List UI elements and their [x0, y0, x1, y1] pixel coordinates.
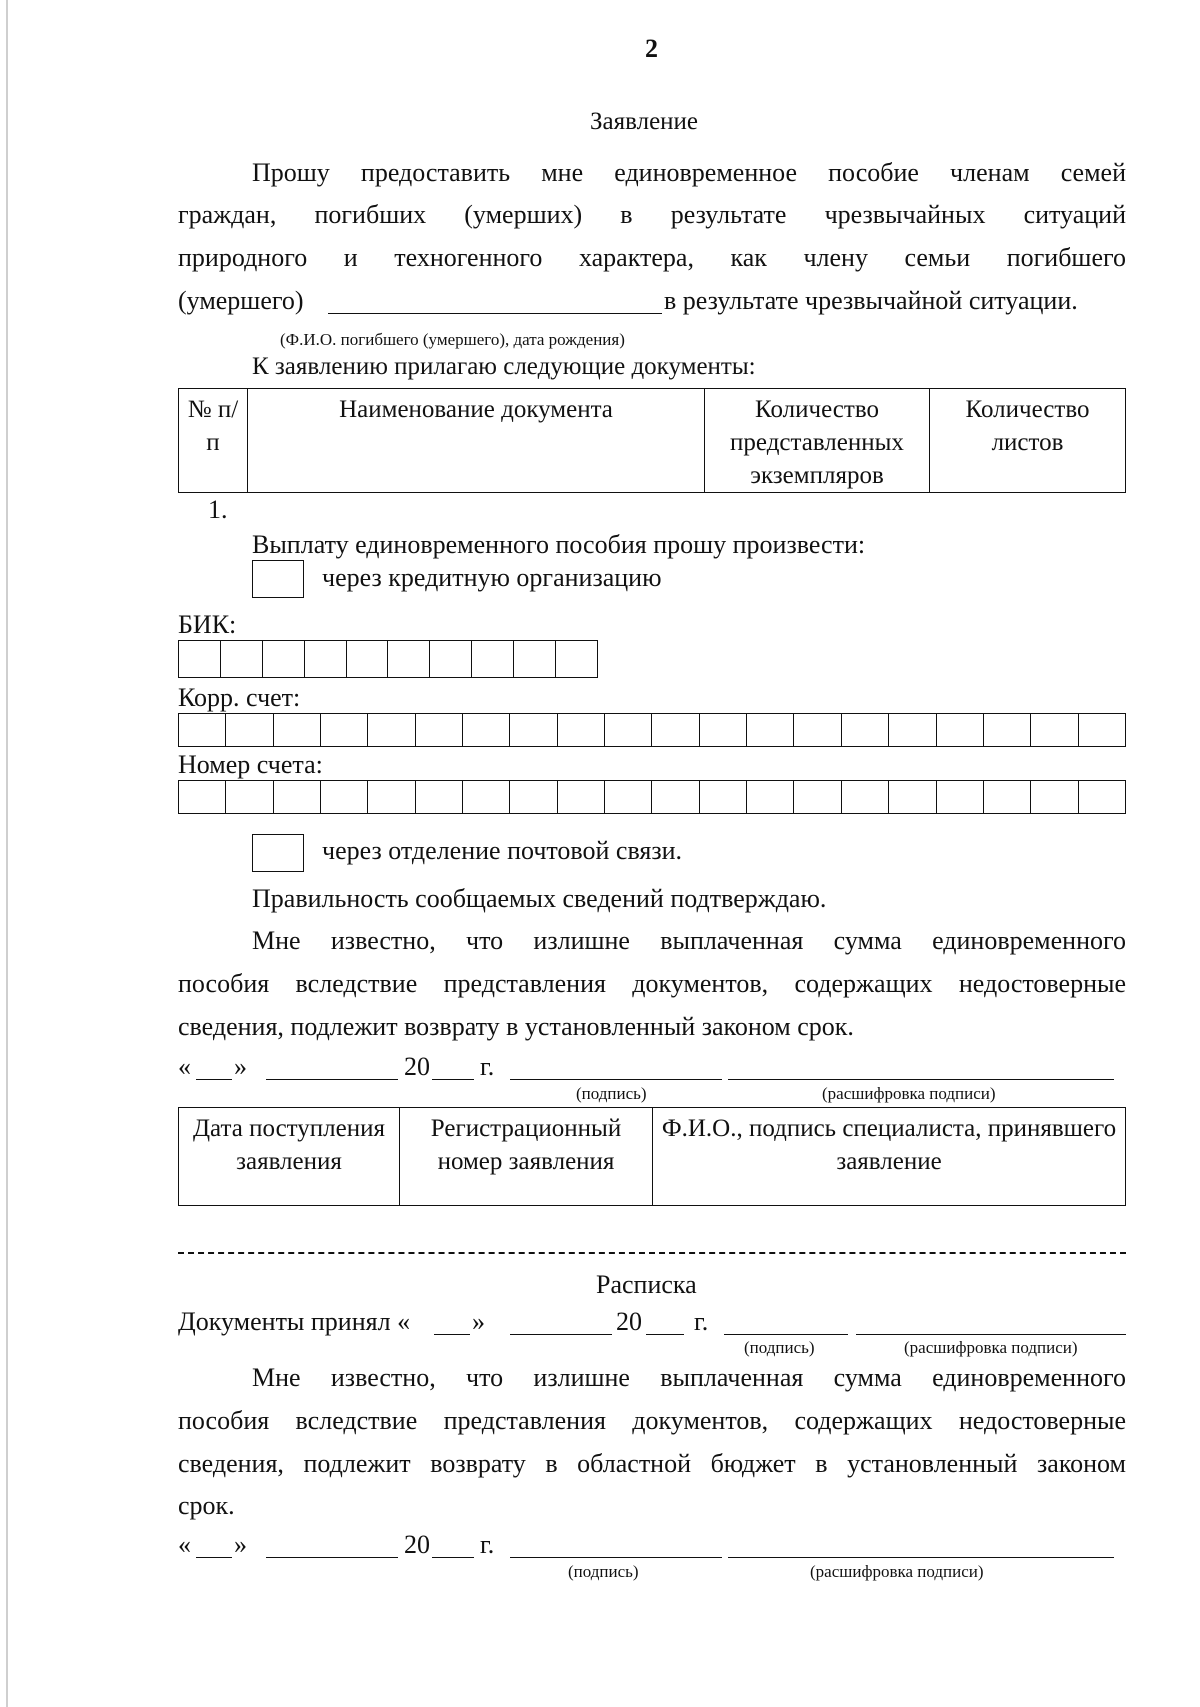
deceased-name-field[interactable]: [328, 313, 662, 314]
sign1-quote-close: »: [234, 1052, 247, 1081]
bik-cell[interactable]: [304, 641, 346, 678]
receipt-quote-close: »: [472, 1307, 485, 1336]
account-cell[interactable]: [557, 781, 604, 814]
bank-option-label: через кредитную организацию: [322, 563, 662, 592]
notice1-line-1: Мне известно, что излишне выплаченная сумма единовременного: [252, 926, 1126, 955]
receipt-decode-field[interactable]: [856, 1334, 1126, 1335]
account-cell[interactable]: [415, 781, 462, 814]
corr-cell[interactable]: [983, 714, 1030, 747]
account-cell[interactable]: [321, 781, 368, 814]
notice2-line-3: сведения, подлежит возврату в областной бюджет в установленный законом: [178, 1449, 1126, 1478]
bik-label: БИК:: [178, 610, 237, 639]
intro-line-4-prefix: (умершего): [178, 286, 304, 315]
account-cell[interactable]: [652, 781, 699, 814]
page-edge: [6, 0, 8, 1707]
receipt-accepted-prefix: Документы принял «: [178, 1307, 411, 1336]
corr-cell[interactable]: [273, 714, 320, 747]
account-number-grid[interactable]: [178, 780, 1126, 814]
receipt-signature-hint: (подпись): [744, 1338, 815, 1357]
account-cell[interactable]: [983, 781, 1030, 814]
corr-cell[interactable]: [557, 714, 604, 747]
sign1-month-field[interactable]: [266, 1079, 398, 1080]
corr-account-grid[interactable]: [178, 713, 1126, 747]
sign2-quote-open: «: [178, 1530, 191, 1559]
cut-line: [178, 1252, 1126, 1254]
corr-cell[interactable]: [699, 714, 746, 747]
reg-specialist-header: Ф.И.О., подпись специалиста, принявшего заявление: [653, 1108, 1126, 1206]
sign2-decode-field[interactable]: [728, 1557, 1114, 1558]
corr-cell[interactable]: [652, 714, 699, 747]
account-cell[interactable]: [699, 781, 746, 814]
corr-cell[interactable]: [889, 714, 936, 747]
account-cell[interactable]: [794, 781, 841, 814]
sign1-day-field[interactable]: [196, 1079, 232, 1080]
corr-cell[interactable]: [794, 714, 841, 747]
documents-table: [178, 388, 1126, 493]
post-option-checkbox[interactable]: [252, 834, 304, 872]
corr-cell[interactable]: [936, 714, 983, 747]
receipt-year-suffix: г.: [694, 1307, 709, 1336]
corr-cell[interactable]: [1078, 714, 1125, 747]
sign1-signature-field[interactable]: [510, 1079, 722, 1080]
sign1-quote-open: «: [178, 1052, 191, 1081]
account-cell[interactable]: [747, 781, 794, 814]
receipt-title: Расписка: [596, 1270, 697, 1299]
account-cell[interactable]: [463, 781, 510, 814]
corr-cell[interactable]: [463, 714, 510, 747]
intro-line-2: граждан, погибших (умерших) в результате чрезвычайных ситуаций: [178, 200, 1126, 229]
col-doc-name-header: Наименование документа: [248, 389, 705, 493]
corr-account-label: Корр. счет:: [178, 683, 301, 712]
bik-cell[interactable]: [262, 641, 304, 678]
receipt-year-field[interactable]: [646, 1334, 684, 1335]
reg-date-header: Дата поступления заявления: [179, 1108, 400, 1206]
sign2-day-field[interactable]: [196, 1557, 232, 1558]
corr-cell[interactable]: [415, 714, 462, 747]
receipt-year-prefix: 20: [616, 1307, 642, 1336]
fio-hint: (Ф.И.О. погибшего (умершего), дата рождения): [280, 330, 625, 349]
col-sheets-header: Количество листов: [930, 389, 1126, 493]
notice1-line-3: сведения, подлежит возврату в установленный законом срок.: [178, 1012, 854, 1041]
account-cell[interactable]: [841, 781, 888, 814]
account-cell[interactable]: [510, 781, 557, 814]
sign2-decode-hint: (расшифровка подписи): [810, 1562, 984, 1581]
sign2-year-field[interactable]: [432, 1557, 474, 1558]
sign2-quote-close: »: [234, 1530, 247, 1559]
account-cell[interactable]: [368, 781, 415, 814]
corr-cell[interactable]: [605, 714, 652, 747]
corr-cell[interactable]: [368, 714, 415, 747]
payment-label: Выплату единовременного пособия прошу произвести:: [252, 530, 866, 559]
account-cell[interactable]: [1031, 781, 1078, 814]
sign1-decode-field[interactable]: [728, 1079, 1114, 1080]
account-cell[interactable]: [1078, 781, 1125, 814]
bik-cell[interactable]: [430, 641, 472, 678]
corr-cell[interactable]: [226, 714, 273, 747]
sign2-signature-hint: (подпись): [568, 1562, 639, 1581]
receipt-signature-field[interactable]: [724, 1334, 848, 1335]
sign2-year-suffix: г.: [480, 1530, 495, 1559]
registration-table: [178, 1107, 1126, 1206]
sign1-year-suffix: г.: [480, 1052, 495, 1081]
account-cell[interactable]: [273, 781, 320, 814]
intro-line-4-suffix: в результате чрезвычайной ситуации.: [664, 286, 1078, 315]
corr-cell[interactable]: [841, 714, 888, 747]
intro-line-1: Прошу предоставить мне единовременное пособие членам семей: [252, 158, 1126, 187]
corr-cell[interactable]: [321, 714, 368, 747]
notice2-line-4: срок.: [178, 1491, 235, 1520]
account-number-label: Номер счета:: [178, 750, 323, 779]
sign1-year-field[interactable]: [432, 1079, 474, 1080]
notice2-line-1: Мне известно, что излишне выплаченная сумма единовременного: [252, 1363, 1126, 1392]
notice1-line-2: пособия вследствие представления документов, содержащих недостоверные: [178, 969, 1126, 998]
bik-cell[interactable]: [346, 641, 388, 678]
reg-number-header: Регистрационный номер заявления: [400, 1108, 653, 1206]
notice2-line-2: пособия вследствие представления документов, содержащих недостоверные: [178, 1406, 1126, 1435]
attach-label: К заявлению прилагаю следующие документы:: [252, 353, 756, 380]
bik-cell[interactable]: [472, 641, 514, 678]
sign2-signature-field[interactable]: [510, 1557, 722, 1558]
bik-grid[interactable]: [178, 640, 598, 678]
bik-cell[interactable]: [220, 641, 262, 678]
col-copies-header: Количество представленных экземпляров: [705, 389, 930, 493]
account-cell[interactable]: [179, 781, 226, 814]
sign1-decode-hint: (расшифровка подписи): [822, 1084, 996, 1103]
intro-line-3: природного и техногенного характера, как члену семьи погибшего: [178, 243, 1126, 272]
bik-cell[interactable]: [556, 641, 598, 678]
account-cell[interactable]: [226, 781, 273, 814]
corr-cell[interactable]: [1031, 714, 1078, 747]
account-cell[interactable]: [605, 781, 652, 814]
corr-cell[interactable]: [510, 714, 557, 747]
account-cell[interactable]: [936, 781, 983, 814]
col-number-header: № п/п: [179, 389, 248, 493]
confirm-text: Правильность сообщаемых сведений подтверждаю.: [252, 884, 827, 913]
corr-cell[interactable]: [179, 714, 226, 747]
receipt-day-field[interactable]: [434, 1334, 470, 1335]
post-option-label: через отделение почтовой связи.: [322, 836, 683, 865]
sign2-month-field[interactable]: [266, 1557, 398, 1558]
bik-cell[interactable]: [388, 641, 430, 678]
page-number: 2: [645, 34, 658, 63]
receipt-decode-hint: (расшифровка подписи): [904, 1338, 1078, 1357]
bik-cell[interactable]: [179, 641, 221, 678]
doc-row-1-number: 1.: [208, 495, 228, 524]
sign1-signature-hint: (подпись): [576, 1084, 647, 1103]
sign1-year-prefix: 20: [404, 1052, 430, 1081]
receipt-month-field[interactable]: [510, 1334, 612, 1335]
bik-cell[interactable]: [514, 641, 556, 678]
account-cell[interactable]: [889, 781, 936, 814]
sign2-year-prefix: 20: [404, 1530, 430, 1559]
corr-cell[interactable]: [747, 714, 794, 747]
bank-option-checkbox[interactable]: [252, 560, 304, 598]
form-title: Заявление: [590, 108, 699, 135]
